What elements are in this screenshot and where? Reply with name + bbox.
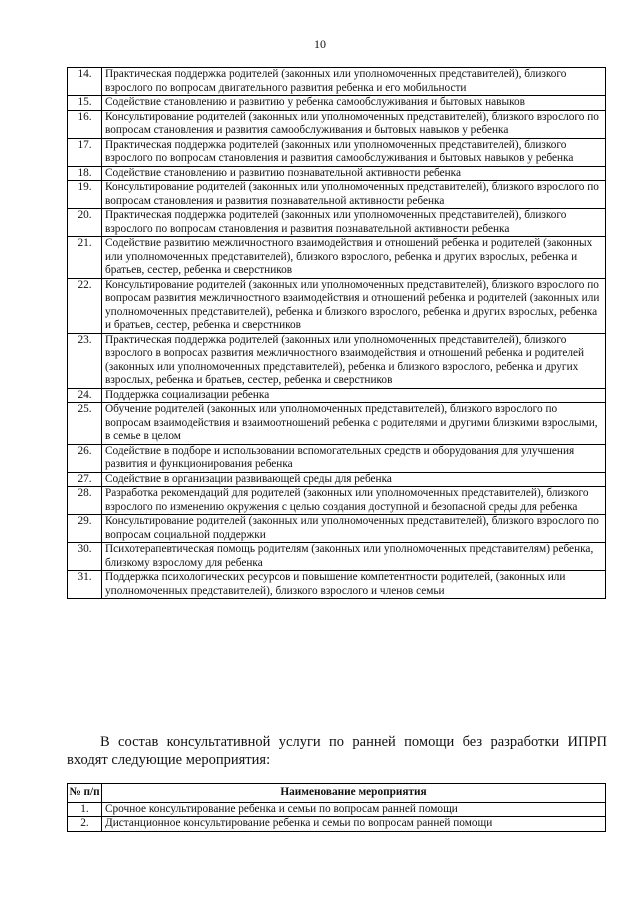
row-number: 18. — [68, 166, 102, 181]
consultation-table-header — [68, 784, 606, 803]
row-number: 29. — [68, 515, 102, 543]
row-number: 24. — [68, 388, 102, 403]
row-text: Содействие становлению и развитию у ребенка самообслуживания и бытовых навыков — [102, 96, 606, 111]
table-row — [68, 403, 606, 445]
row-text: Консультирование родителей (законных или уполномоченных представителей), близкого взрослого по вопросам становления и развития познавательной активности ребенка — [102, 181, 606, 209]
row-number: 2. — [68, 817, 102, 832]
table-row — [68, 110, 606, 138]
row-text: Психотерапевтическая помощь родителям (законных или уполномоченных представителям) ребенка, близкому взрослому для ребенка — [102, 543, 606, 571]
consultation-table-body — [68, 802, 606, 831]
row-text: Содействие в подборе и использовании вспомогательных средств и оборудования для улучшения развития и функционирования ребенка — [102, 444, 606, 472]
table-row — [68, 181, 606, 209]
table-row — [68, 515, 606, 543]
row-number: 31. — [68, 571, 102, 599]
row-text: Срочное консультирование ребенка и семьи по вопросам ранней помощи — [102, 802, 606, 817]
intro-paragraph: В состав консультативной услуги по ранней помощи без разработки ИПРП входят следующие мероприятия: — [67, 734, 607, 768]
row-text: Консультирование родителей (законных или уполномоченных представителей), близкого взрослого по вопросам становления и развития самообслуживания и бытовых навыков у ребенка — [102, 110, 606, 138]
row-number: 28. — [68, 487, 102, 515]
table-row — [68, 209, 606, 237]
table-row — [68, 278, 606, 333]
row-number: 17. — [68, 138, 102, 166]
table-row — [68, 166, 606, 181]
table-row — [68, 487, 606, 515]
row-text: Содействие развитию межличностного взаимодействия и отношений ребенка и родителей (законных или уполномоченных представителей), близкого взрослого, ребенка и других взрослых, ребенка и братьев, сестер, ребенка и сверстников — [102, 237, 606, 279]
measures-table — [67, 67, 606, 599]
row-number: 22. — [68, 278, 102, 333]
row-number: 20. — [68, 209, 102, 237]
measures-table-body — [68, 68, 606, 599]
row-text: Поддержка психологических ресурсов и повышение компетентности родителей, (законных или уполномоченных представителей), близкого взрослого и членов семьи — [102, 571, 606, 599]
row-text: Консультирование родителей (законных или уполномоченных представителей), близкого взрослого по вопросам социальной поддержки — [102, 515, 606, 543]
row-text: Разработка рекомендаций для родителей (законных или уполномоченных представителей), близкого взрослого по изменению окружения с целью создания доступной и безопасной среды для ребенка — [102, 487, 606, 515]
row-text: Консультирование родителей (законных или уполномоченных представителей), близкого взрослого по вопросам развития межличностного взаимодействия и отношений ребенка и родителей (законных или уполномоченных представителей), ребенка и близкого взрослого, ребенка и других взрослых, ребенка и братьев, сестер, ребенка и сверстников — [102, 278, 606, 333]
table-row — [68, 571, 606, 599]
table-row — [68, 444, 606, 472]
header-number: № п/п — [68, 784, 102, 803]
row-number: 16. — [68, 110, 102, 138]
table-row — [68, 543, 606, 571]
table-row — [68, 68, 606, 96]
row-text: Поддержка социализации ребенка — [102, 388, 606, 403]
row-text: Практическая поддержка родителей (законных или уполномоченных представителей), близкого взрослого по вопросам становления и развития самообслуживания и бытовых навыков у ребенка — [102, 138, 606, 166]
table-row — [68, 333, 606, 388]
row-text: Практическая поддержка родителей (законных или уполномоченных представителей), близкого взрослого в вопросах развития межличностного взаимодействия и отношений ребенка и родителей (законных или уполномоченных представителей), ребенка и близкого взрослого, ребенка и других взрослых, ребенка и братьев, сестер, ребенка и сверстников — [102, 333, 606, 388]
table-row — [68, 388, 606, 403]
row-number: 30. — [68, 543, 102, 571]
row-number: 1. — [68, 802, 102, 817]
row-text: Обучение родителей (законных или уполномоченных представителей), близкого взрослого по вопросам взаимодействия и взаимоотношений ребенка с родителями и другими близкими взрослыми, в семье в целом — [102, 403, 606, 445]
row-number: 19. — [68, 181, 102, 209]
row-text: Практическая поддержка родителей (законных или уполномоченных представителей), близкого взрослого по вопросам становления и развития познавательной активности ребенка — [102, 209, 606, 237]
row-number: 26. — [68, 444, 102, 472]
page-number: 10 — [314, 37, 326, 51]
row-number: 14. — [68, 68, 102, 96]
row-number: 25. — [68, 403, 102, 445]
table-row — [68, 472, 606, 487]
table-row — [68, 138, 606, 166]
row-text: Дистанционное консультирование ребенка и семьи по вопросам ранней помощи — [102, 817, 606, 832]
row-number: 15. — [68, 96, 102, 111]
row-text: Содействие в организации развивающей среды для ребенка — [102, 472, 606, 487]
table-row — [68, 237, 606, 279]
row-number: 21. — [68, 237, 102, 279]
row-number: 23. — [68, 333, 102, 388]
consultation-table — [67, 783, 606, 832]
row-text: Практическая поддержка родителей (законных или уполномоченных представителей), близкого взрослого по вопросам двигательного развития ребенка и его мобильности — [102, 68, 606, 96]
row-number: 27. — [68, 472, 102, 487]
table-row — [68, 817, 606, 832]
table-row — [68, 96, 606, 111]
table-row — [68, 802, 606, 817]
header-measure-name: Наименование мероприятия — [102, 784, 606, 803]
row-text: Содействие становлению и развитию познавательной активности ребенка — [102, 166, 606, 181]
